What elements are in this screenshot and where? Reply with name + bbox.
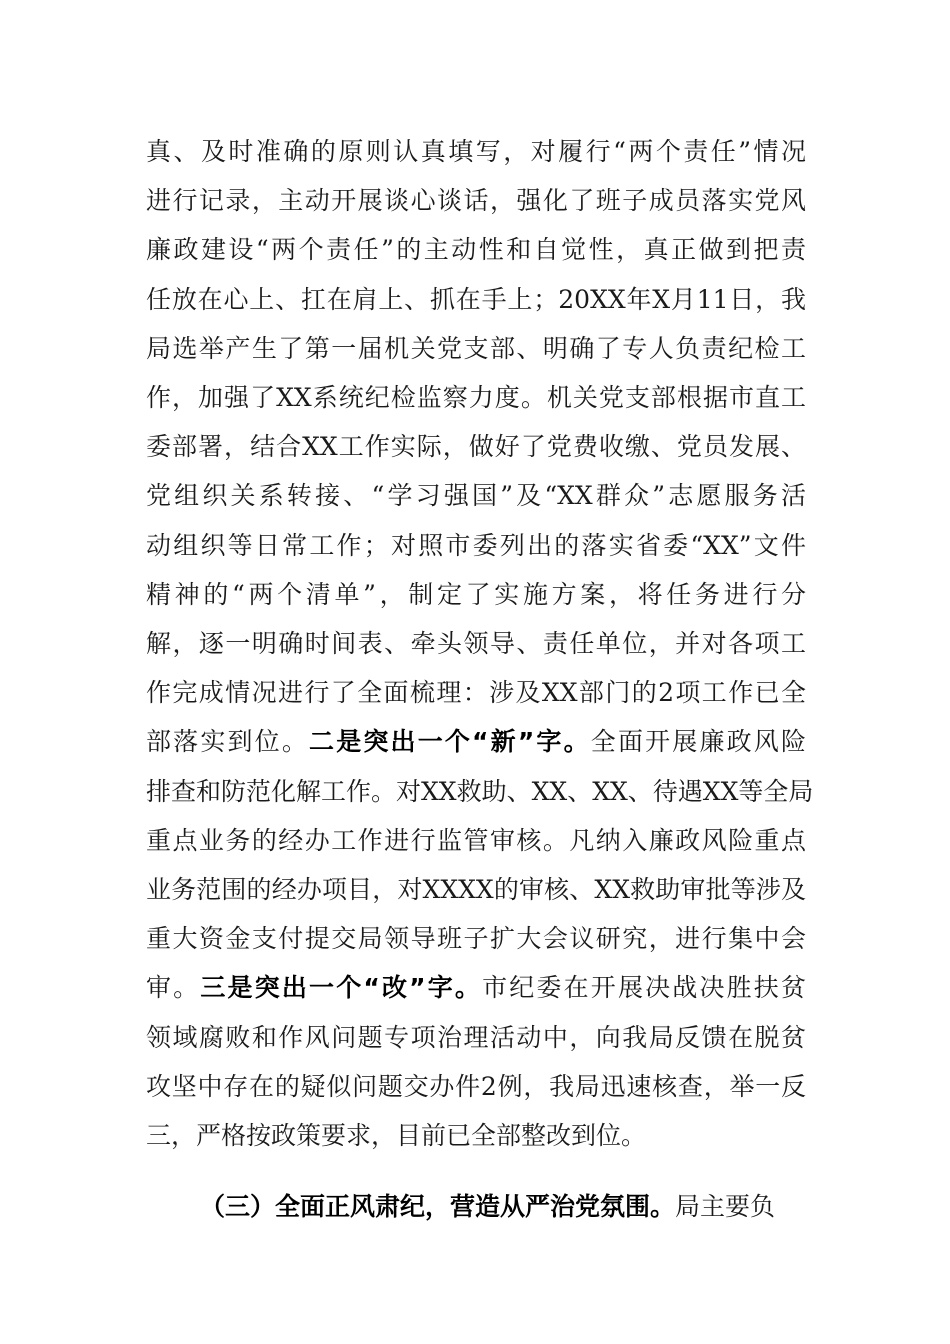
- bold-heading-text: （三）全面正风肃纪，营造从严治党氛围。: [200, 1192, 676, 1222]
- body-text: 委部署，结合XX工作实际，做好了党费收缴、党员发展、: [146, 432, 806, 462]
- text-line: [146, 1110, 806, 1162]
- text-line: [146, 667, 806, 719]
- text-line: [146, 716, 806, 768]
- text-line: [146, 274, 806, 326]
- body-text: 解，逐一明确时间表、牵头领导、责任单位，并对各项工: [146, 629, 806, 658]
- text-line: [146, 470, 806, 522]
- body-text: 真、及时准确的原则认真填写，对履行“两个责任”情况: [146, 137, 806, 166]
- body-text: 攻坚中存在的疑似问题交办件2例，我局迅速核查，举一反: [146, 1071, 806, 1101]
- text-line: [146, 126, 806, 178]
- text-line: [146, 864, 806, 916]
- text-line: [146, 913, 806, 965]
- body-text: 排查和防范化解工作。对XX救助、XX、XX、待遇XX等全局: [146, 776, 814, 806]
- text-line: [146, 815, 806, 867]
- text-line: [146, 372, 806, 424]
- body-text: 作完成情况进行了全面梳理：涉及XX部门的2项工作已全: [146, 678, 806, 708]
- body-text: 重点业务的经办工作进行监管审核。凡纳入廉政风险重点: [146, 825, 806, 855]
- bold-heading-text: 三是突出一个“改”字。: [200, 973, 483, 1003]
- body-text: 审。: [146, 973, 201, 1003]
- text-line: [146, 618, 806, 670]
- body-text: 局选举产生了第一届机关党支部、明确了专人负责纪检工: [146, 333, 806, 363]
- body-text: 领域腐败和作风问题专项治理活动中，向我局反馈在脱贫: [146, 1022, 806, 1052]
- bold-heading-text: 二是突出一个“新”字。: [309, 727, 591, 757]
- body-text: 廉政建设“两个责任”的主动性和自觉性，真正做到把责: [146, 235, 806, 265]
- text-line: [146, 569, 806, 621]
- text-line: [146, 520, 806, 572]
- body-text: 精神的“两个清单”，制定了实施方案，将任务进行分: [146, 579, 806, 609]
- body-text: 局主要负: [675, 1192, 776, 1222]
- body-text: 部落实到位。: [146, 727, 310, 757]
- text-line: [146, 962, 806, 1014]
- body-text: 任放在心上、扛在肩上、抓在手上；20XX年X月11日，我: [146, 284, 806, 314]
- body-text: 业务范围的经办项目，对XXXX的审核、XX救助审批等涉及: [146, 875, 806, 904]
- text-line: [200, 1181, 806, 1233]
- body-text: 作，加强了XX系统纪检监察力度。机关党支部根据市直工: [146, 383, 806, 412]
- text-line: [146, 224, 806, 276]
- body-text: 重大资金支付提交局领导班子扩大会议研究，进行集中会: [146, 924, 806, 954]
- body-text: 进行记录，主动开展谈心谈话，强化了班子成员落实党风: [146, 186, 806, 216]
- body-text: 三，严格按政策要求，目前已全部整改到位。: [146, 1121, 647, 1150]
- body-text: 全面开展廉政风险: [590, 727, 806, 757]
- text-line: [146, 323, 806, 375]
- text-line: [146, 421, 806, 473]
- body-text: 市纪委在开展决战决胜扶贫: [482, 973, 806, 1003]
- body-text: 党组织关系转接、“学习强国”及“XX群众”志愿服务活: [146, 481, 806, 511]
- text-line: [146, 1012, 806, 1064]
- body-text: 动组织等日常工作；对照市委列出的落实省委“XX”文件: [146, 530, 806, 560]
- text-line: [146, 1061, 806, 1113]
- text-line: [146, 175, 806, 227]
- text-line: [146, 766, 814, 818]
